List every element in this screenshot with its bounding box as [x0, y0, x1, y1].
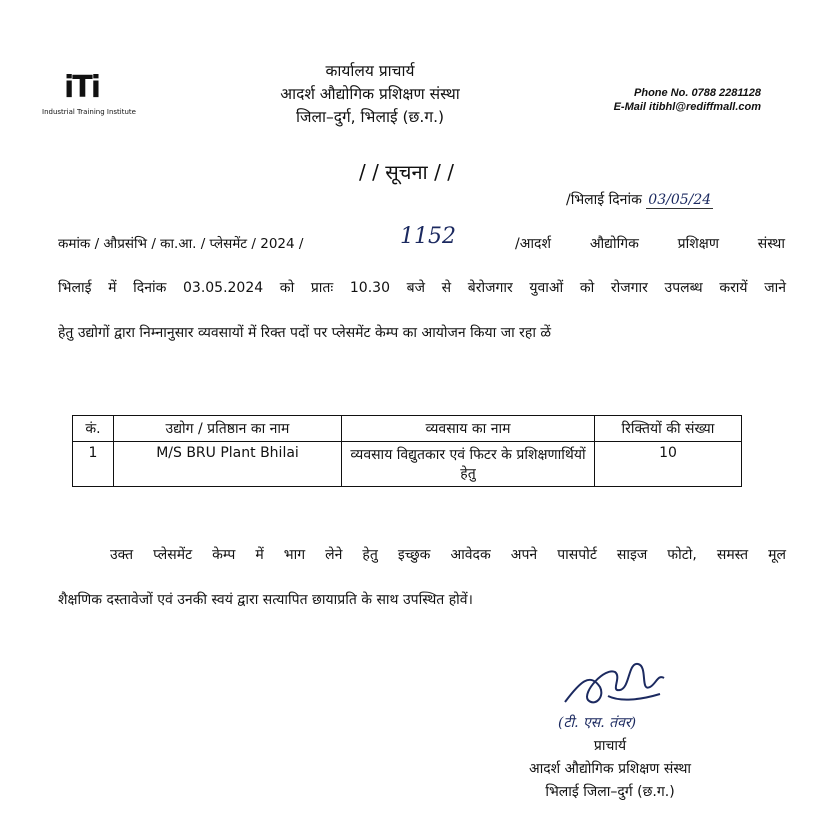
logo-caption: Industrial Training Institute — [42, 108, 136, 116]
header-trade: व्यवसाय का नाम — [342, 416, 595, 442]
signatory-place: भिलाई जिला–दुर्ग (छ.ग.) — [545, 784, 675, 800]
header-sn: कं. — [73, 416, 114, 442]
signature-block — [495, 735, 725, 804]
handwritten-date: 03/05/24 — [648, 192, 712, 208]
row-trade: व्यवसाय विद्युतकार एवं फिटर के प्रशिक्षणार्थियों हेतु — [342, 442, 595, 487]
instruction-line-1: उक्त प्लेसमेंट केम्प में भाग लेने हेतु इच्छुक आवेदक अपने पासपोर्ट साइज फोटो, समस्त मूल — [110, 547, 786, 563]
office-address — [230, 60, 510, 129]
notice-title: / / सूचना / / — [359, 160, 454, 184]
contact-info — [614, 86, 761, 114]
date-prefix: /भिलाई दिनांक — [566, 192, 642, 208]
row-sn: 1 — [73, 442, 114, 487]
header-vacancies: रिक्तियों की संख्या — [595, 416, 742, 442]
signatory-org: आदर्श औद्योगिक प्रशिक्षण संस्था — [528, 761, 692, 777]
reference-prefix: कमांक / औप्रसंभि / का.आ. / प्लेसमेंट / 2024 / — [58, 236, 304, 252]
reference-number: 1152 — [400, 224, 456, 249]
reference-suffix: /आदर्श औद्योगिक प्रशिक्षण संस्था — [515, 236, 785, 252]
body-line-2: भिलाई में दिनांक 03.05.2024 को प्रातः 10.30 बजे से बेरोजगार युवाओं को रोजगार उपलब्ध करायें जाने — [58, 280, 786, 296]
signatory-name: (टी. एस. तंवर) — [558, 715, 637, 731]
table-row — [73, 442, 742, 487]
office-line-1: कार्यालय प्राचार्य — [325, 62, 415, 80]
date-line — [566, 190, 713, 209]
logo-mark: iTi — [64, 70, 100, 105]
signatory-designation: प्राचार्य — [593, 738, 627, 754]
instruction-line-2: शैक्षणिक दस्तावेजों एवं उनकी स्वयं द्वारा सत्यापित छायाप्रति के साथ उपस्थित होवें। — [58, 592, 473, 608]
body-line-3: हेतु उद्योगों द्वारा निम्नानुसार व्यवसायों में रिक्त पदों पर प्लेसमेंट केम्प का आयोजन किया जा रहा ळें — [58, 325, 552, 341]
header-org: उद्योग / प्रतिष्ठान का नाम — [114, 416, 342, 442]
row-vacancies: 10 — [595, 442, 742, 487]
signature-scribble — [560, 652, 670, 714]
email-address: E-Mail itibhl@rediffmall.com — [613, 101, 761, 113]
vacancy-table — [72, 415, 742, 487]
row-org: M/S BRU Plant Bhilai — [114, 442, 342, 487]
table-header-row — [73, 416, 742, 442]
iti-logo — [38, 72, 158, 122]
phone-number: Phone No. 0788 2281128 — [634, 87, 761, 99]
office-line-2: आदर्श औद्योगिक प्रशिक्षण संस्था — [280, 85, 460, 103]
office-line-3: जिला–दुर्ग, भिलाई (छ.ग.) — [295, 108, 445, 126]
